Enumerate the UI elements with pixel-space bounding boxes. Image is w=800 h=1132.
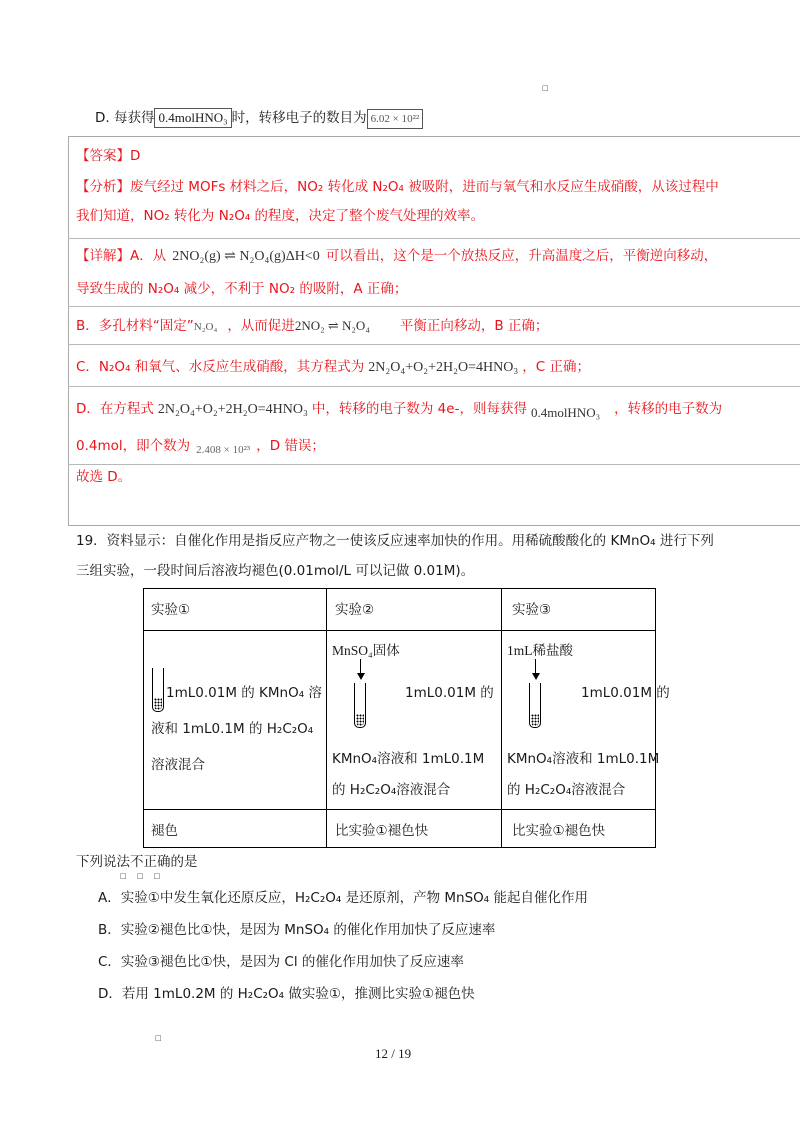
experiment-table bbox=[143, 588, 670, 848]
page-number: 12 / 19 bbox=[375, 1046, 412, 1061]
option-a: A．实验①中发生氧化还原反应，H₂C₂O₄ 是还原剂，产物 MnSO₄ 能起自催化作用 bbox=[98, 890, 588, 906]
experiment-1-cell bbox=[144, 631, 327, 810]
nitric-acid-equation-2: 2N₂O₄+O₂+2H₂O=4HNO₃ bbox=[157, 402, 308, 417]
no2-equilibrium-image: 2NO₂ ⇌ N₂O₄ bbox=[294, 318, 370, 333]
question-stem: 下列说法不正确的是 bbox=[76, 854, 198, 870]
analysis-line-2: 我们知道，NO₂ 转化为 N₂O₄ 的程度，决定了整个废气处理的效率。 bbox=[76, 208, 485, 224]
exp3-reagent: 1mL稀盐酸 bbox=[507, 643, 573, 658]
detail-c-line: C．N₂O₄ 和氧气、水反应生成硝酸，其方程式为 2N₂O₄+O₂+2H₂O=4HNO₃ ，C 正确； bbox=[76, 359, 590, 375]
detail-a-line-1: 【详解】A．从 2NO₂(g) ⇌ N₂O₄(g)ΔH<0 可以看出，这个是一个放热反应，升高温度之后，平衡逆向移动， bbox=[76, 248, 718, 264]
question-19-line-2: 三组实验，一段时间后溶液均褪色(0.01mol/L 可以记做 0.01M)。 bbox=[76, 563, 475, 579]
exp3-line-1: 1mL0.01M 的 bbox=[581, 685, 670, 701]
result-cell: 比实验①褪色快 bbox=[502, 810, 656, 848]
test-tube-icon bbox=[354, 683, 366, 728]
table-header: 实验③ bbox=[502, 589, 656, 631]
analysis-line-1: 【分析】废气经过 MOFs 材料之后，NO₂ 转化成 N₂O₄ 被吸附，进而与氧气和水反应生成硝酸，从该过程中 bbox=[76, 179, 719, 195]
exp1-line-2: 液和 1mL0.1M 的 H₂C₂O₄ bbox=[151, 721, 314, 737]
detail-b-line: B．多孔材料“固定”N₂O₄ ，从而促进2NO₂ ⇌ N₂O₄ 平衡正向移动，B 正确； bbox=[76, 318, 549, 334]
table-header: 实验② bbox=[327, 589, 502, 631]
divider bbox=[68, 386, 800, 387]
divider bbox=[68, 306, 800, 307]
table-header: 实验① bbox=[144, 589, 327, 631]
down-arrow-icon bbox=[535, 659, 536, 678]
format-mark: □ □ □ bbox=[120, 872, 165, 880]
exp1-line-3: 溶液混合 bbox=[151, 757, 205, 773]
format-mark: □ bbox=[542, 84, 549, 92]
exp2-line-2: KMnO₄溶液和 1mL0.1M bbox=[332, 751, 485, 767]
exp2-line-1: 1mL0.01M 的 bbox=[405, 685, 494, 701]
option-d-top: D. 每获得 0.4molHNO₃ 时，转移电子的数目为 6.02 × 10²² bbox=[95, 108, 423, 129]
experiment-3-cell bbox=[502, 631, 670, 810]
divider bbox=[68, 238, 800, 239]
test-tube-icon bbox=[529, 683, 541, 728]
exp2-line-3: 的 H₂C₂O₄溶液混合 bbox=[332, 782, 451, 798]
electron-count-image: 6.02 × 10²² bbox=[367, 109, 424, 129]
exp3-line-2: KMnO₄溶液和 1mL0.1M bbox=[507, 751, 660, 767]
exp3-line-3: 的 H₂C₂O₄溶液混合 bbox=[507, 782, 626, 798]
conclusion: 故选 D。 bbox=[76, 469, 132, 485]
detail-d-line-1: D．在方程式 2N₂O₄+O₂+2H₂O=4HNO₃ 中，转移的电子数为 4e-，则每获得 0.4molHNO₃ ，转移的电子数为 bbox=[76, 401, 723, 420]
option-d: D．若用 1mL0.2M 的 H₂C₂O₄ 做实验①，推测比实验①褪色快 bbox=[98, 986, 475, 1002]
equilibrium-equation: 2NO₂(g) ⇌ N₂O₄(g)ΔH<0 bbox=[172, 249, 320, 264]
answer-label: 【答案】D bbox=[76, 148, 141, 164]
n2o4-image: N₂O₄ bbox=[193, 321, 218, 333]
nitric-acid-equation: 2N₂O₄+O₂+2H₂O=4HNO₃ bbox=[368, 360, 519, 375]
option-b: B．实验②褪色比①快，是因为 MnSO₄ 的催化作用加快了反应速率 bbox=[98, 922, 496, 938]
exp2-reagent: MnSO₄固体 bbox=[332, 643, 400, 658]
hno3-image: 0.4molHNO₃ bbox=[154, 108, 231, 128]
format-mark: □ bbox=[155, 1034, 162, 1042]
test-tube-icon bbox=[152, 668, 164, 712]
detail-d-line-2: 0.4mol，即个数为 $_{2.408 \times 10^{23}}$ ，D 错误； bbox=[76, 438, 325, 456]
detail-a-line-2: 导致生成的 N₂O₄ 减少，不利于 NO₂ 的吸附，A 正确； bbox=[76, 281, 408, 297]
hno3-image-2: 0.4molHNO₃ bbox=[530, 405, 601, 420]
exp1-line-1: 1mL0.01M 的 KMnO₄ 溶 bbox=[166, 685, 322, 701]
down-arrow-icon bbox=[360, 659, 361, 678]
divider bbox=[68, 464, 800, 465]
divider bbox=[68, 344, 800, 345]
question-19-line-1: 19．资料显示：自催化作用是指反应产物之一使该反应速率加快的作用。用稀硫酸酸化的 KMnO₄ 进行下列 bbox=[76, 533, 714, 549]
experiment-2-cell bbox=[327, 631, 502, 810]
result-cell: 褪色 bbox=[144, 810, 327, 848]
result-cell: 比实验①褪色快 bbox=[327, 810, 502, 848]
option-c: C．实验③褪色比①快，是因为 Cl 的催化作用加快了反应速率 bbox=[98, 954, 464, 970]
electron-count-image-2: 2.408 × 10²³ bbox=[196, 444, 251, 456]
